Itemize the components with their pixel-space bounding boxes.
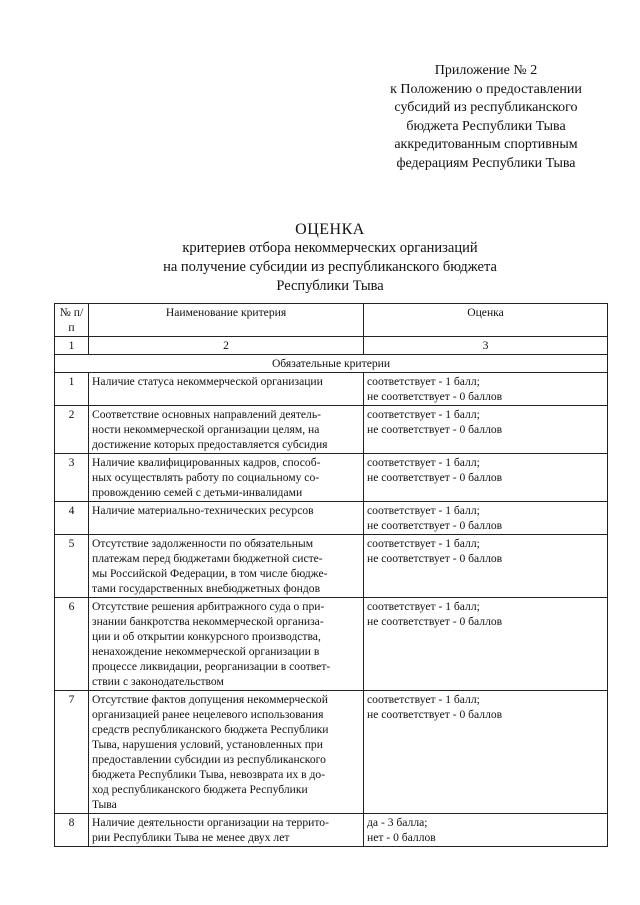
criterion-name-line: Наличие статуса некоммерческой организации: [92, 375, 323, 388]
score-line: соответствует - 1 балл;: [367, 375, 480, 388]
score-line: соответствует - 1 балл;: [367, 537, 480, 550]
criterion-name-line: ции и об открытии конкурсного производства,: [92, 630, 321, 643]
table-row: [55, 406, 608, 454]
criterion-name-line: Тыва: [92, 798, 117, 811]
header-score: Оценка: [364, 304, 608, 337]
score-line: соответствует - 1 балл;: [367, 504, 480, 517]
criterion-name-line: Соответствие основных направлений деятель-: [92, 408, 321, 421]
criterion-name-line: знании банкротства некоммерческой организа-: [92, 615, 324, 628]
row-number: 5: [55, 535, 89, 598]
appendix-line: Приложение № 2: [434, 63, 538, 78]
criterion-name-line: процессе ликвидации, реорганизации в соответ-: [92, 660, 331, 673]
row-number: 1: [55, 373, 89, 406]
column-number-row: [55, 337, 608, 355]
criterion-score: [364, 454, 608, 502]
criterion-name: [89, 691, 364, 814]
appendix-line: к Положению о предоставлении: [390, 81, 582, 97]
document-title: [120, 220, 540, 296]
criterion-name-line: Отсутствие фактов допущения некоммерческой: [92, 693, 328, 706]
score-line: не соответствует - 0 баллов: [367, 552, 503, 565]
score-line: соответствует - 1 балл;: [367, 456, 480, 469]
criterion-score: [364, 691, 608, 814]
row-number: 8: [55, 814, 89, 847]
criterion-name-line: тами государственных внебюджетных фондов: [92, 582, 321, 595]
header-num: № п/п: [55, 304, 89, 337]
criterion-name: [89, 535, 364, 598]
criterion-name: [89, 814, 364, 847]
criteria-table: [54, 303, 608, 847]
criterion-score: [364, 406, 608, 454]
criterion-name-line: рии Республики Тыва не менее двух лет: [92, 831, 290, 844]
table-row: [55, 373, 608, 406]
criterion-name-line: бюджета Республики Тыва, невозврата их в до-: [92, 768, 326, 781]
criterion-name-line: мы Российской Федерации, в том числе бюдже-: [92, 567, 328, 580]
table-row: [55, 598, 608, 691]
score-line: соответствует - 1 балл;: [367, 408, 480, 421]
criterion-name-line: ненахождение некоммерческой организации в: [92, 645, 320, 658]
criterion-score: [364, 598, 608, 691]
appendix-line: аккредитованным спортивным: [394, 137, 578, 152]
title-main: ОЦЕНКА: [295, 221, 365, 238]
criterion-name-line: ход республиканского бюджета Республики: [92, 783, 308, 796]
criterion-name: [89, 502, 364, 535]
score-line: соответствует - 1 балл;: [367, 693, 480, 706]
criterion-name: [89, 454, 364, 502]
title-line: на получение субсидии из республиканского бюджета: [163, 259, 497, 275]
table-row: [55, 535, 608, 598]
row-number: 2: [55, 406, 89, 454]
criterion-name-line: Отсутствие решения арбитражного суда о при-: [92, 600, 325, 613]
criterion-name: [89, 373, 364, 406]
criterion-score: [364, 502, 608, 535]
section-title: Обязательные критерии: [55, 355, 608, 373]
section-row: [55, 355, 608, 373]
row-number: 4: [55, 502, 89, 535]
criterion-name-line: организацией ранее нецелевого использования: [92, 708, 324, 721]
score-line: соответствует - 1 балл;: [367, 600, 480, 613]
col-number: 1: [55, 337, 89, 355]
criterion-name-line: платежам перед бюджетами бюджетной систе-: [92, 552, 323, 565]
col-number: 2: [89, 337, 364, 355]
criterion-name-line: Наличие деятельности организации на террито-: [92, 816, 329, 829]
criterion-score: [364, 535, 608, 598]
table-row: [55, 691, 608, 814]
criterion-name-line: Наличие квалифицированных кадров, способ-: [92, 456, 321, 469]
table-row: [55, 454, 608, 502]
score-line: нет - 0 баллов: [367, 831, 436, 844]
appendix-line: федерациям Республики Тыва: [396, 155, 576, 171]
criterion-name-line: Тыва, нарушения условий, установленных при: [92, 738, 323, 751]
table-header-row: [55, 304, 608, 337]
title-line: Республики Тыва: [276, 278, 384, 294]
score-line: не соответствует - 0 баллов: [367, 471, 503, 484]
score-line: не соответствует - 0 баллов: [367, 390, 503, 403]
row-number: 6: [55, 598, 89, 691]
row-number: 7: [55, 691, 89, 814]
score-line: не соответствует - 0 баллов: [367, 615, 503, 628]
criterion-name: [89, 406, 364, 454]
header-name: Наименование критерия: [89, 304, 364, 337]
criterion-name-line: ных осуществлять работу по социальному со-: [92, 471, 320, 484]
col-number: 3: [364, 337, 608, 355]
criterion-name-line: ности некоммерческой организации целям, на: [92, 423, 320, 436]
criterion-score: [364, 814, 608, 847]
score-line: не соответствует - 0 баллов: [367, 519, 503, 532]
appendix-block: [370, 62, 602, 173]
criterion-name-line: средств республиканского бюджета Республики: [92, 723, 329, 736]
criterion-name-line: провождению семей с детьми-инвалидами: [92, 486, 303, 499]
criterion-name-line: ствии с законодательством: [92, 675, 224, 688]
row-number: 3: [55, 454, 89, 502]
appendix-line: субсидий из республиканского: [394, 100, 578, 115]
score-line: да - 3 балла;: [367, 816, 428, 829]
criterion-name: [89, 598, 364, 691]
score-line: не соответствует - 0 баллов: [367, 423, 503, 436]
appendix-line: бюджета Республики Тыва: [406, 118, 566, 134]
criterion-name-line: Наличие материально-технических ресурсов: [92, 504, 314, 517]
criterion-name-line: достижение которых предоставляется субсидия: [92, 438, 328, 451]
criterion-score: [364, 373, 608, 406]
title-line: критериев отбора некоммерческих организаций: [182, 240, 478, 256]
criterion-name-line: Отсутствие задолженности по обязательным: [92, 537, 314, 550]
score-line: не соответствует - 0 баллов: [367, 708, 503, 721]
criterion-name-line: предоставлении субсидии из республиканского: [92, 753, 326, 766]
table-row: [55, 502, 608, 535]
table-row: [55, 814, 608, 847]
